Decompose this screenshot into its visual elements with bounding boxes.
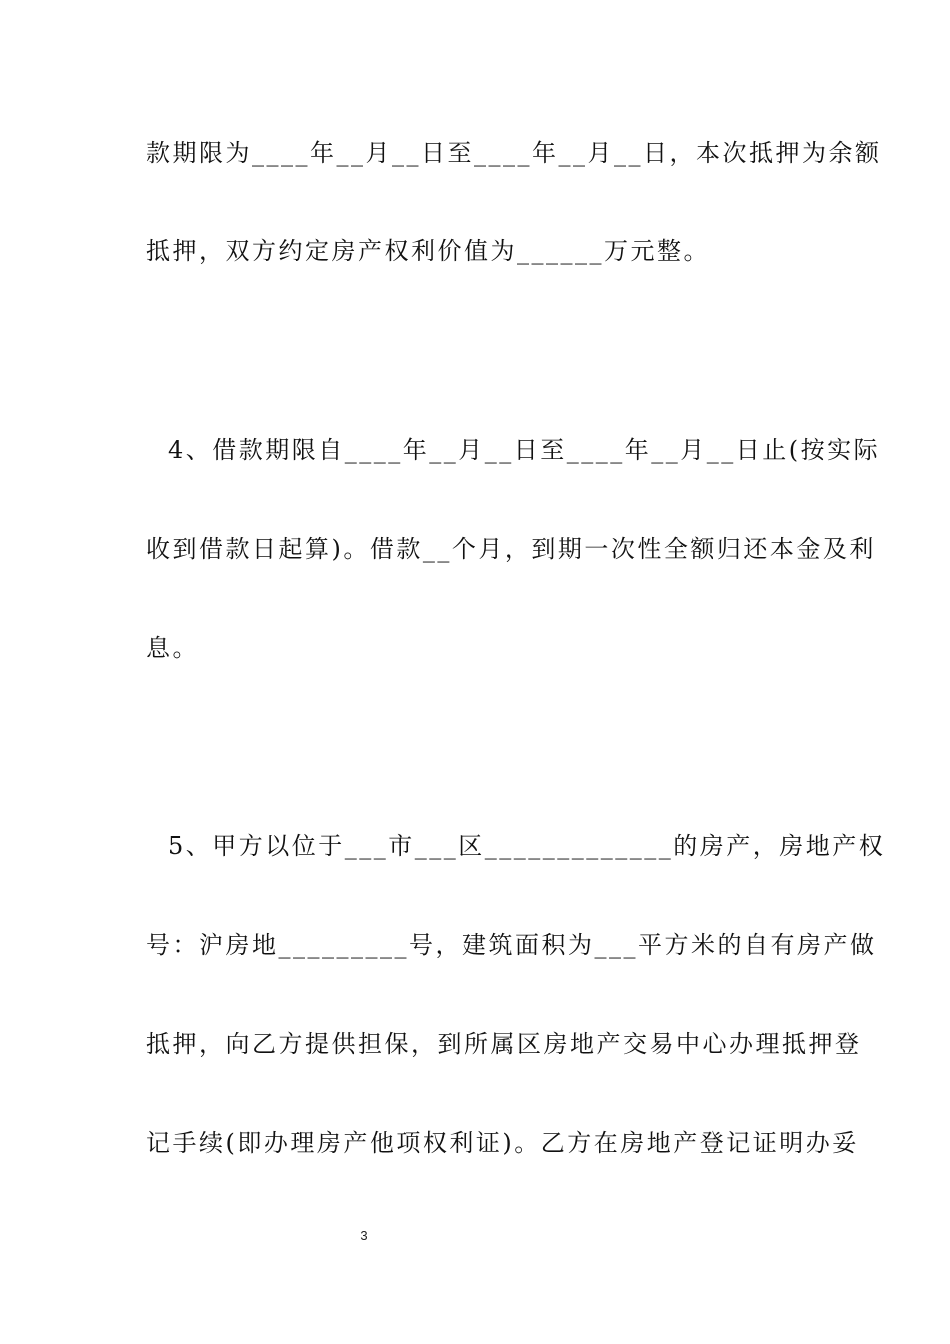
- paragraph-line: 号：沪房地_________号，建筑面积为___平方米的自有房产做: [146, 931, 877, 959]
- paragraph-line: 5、甲方以位于___市___区_____________的房产，房地产权: [168, 832, 886, 860]
- paragraph-line: 抵押，向乙方提供担保，到所属区房地产交易中心办理抵押登: [146, 1030, 862, 1058]
- page-number: 3: [360, 1228, 368, 1243]
- paragraph-line: 4、借款期限自____年__月__日至____年__月__日止(按实际: [168, 436, 881, 464]
- paragraph-line: 息。: [146, 634, 199, 662]
- paragraph-line: 记手续(即办理房产他项权利证)。乙方在房地产登记证明办妥: [146, 1129, 859, 1157]
- paragraph-line: 收到借款日起算)。借款__个月，到期一次性全额归还本金及利: [146, 535, 876, 563]
- paragraph-line: 抵押，双方约定房产权利价值为______万元整。: [146, 237, 710, 265]
- paragraph-line: 款期限为____年__月__日至____年__月__日，本次抵押为余额: [146, 139, 882, 167]
